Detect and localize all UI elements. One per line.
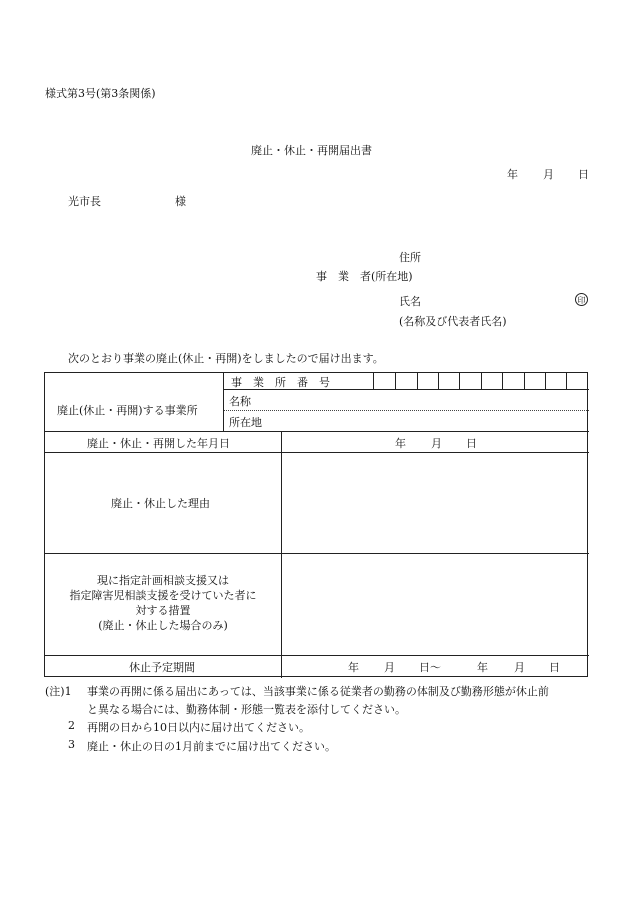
date-row-day: 日	[466, 437, 477, 450]
measures-label	[45, 573, 281, 633]
addressee-city: 光市長	[68, 195, 101, 208]
business-number-label: 事 業 所 番 号	[231, 376, 330, 389]
name-label: 氏名	[399, 295, 421, 308]
date-month-label: 月	[543, 168, 554, 181]
document-title: 廃止・休止・再開届出書	[251, 144, 372, 157]
note-1-prefix: (注)1	[45, 685, 72, 698]
intro-text: 次のとおり事業の廃止(休止・再開)をしましたので届け出ます。	[68, 352, 384, 365]
measures-line-1: 現に指定計画相談支援又は	[97, 574, 229, 587]
form-number: 様式第3号(第3条関係)	[45, 87, 156, 100]
addressee-suffix: 様	[175, 195, 186, 208]
date-day-label: 日	[578, 168, 589, 181]
office-name-label: 名称	[229, 395, 251, 408]
period-from-year: 年	[348, 661, 359, 674]
reason-label: 廃止・休止した理由	[111, 497, 210, 510]
address-label: 住所	[399, 251, 421, 264]
period-to-month: 月	[514, 661, 525, 674]
reason-field[interactable]	[285, 457, 585, 549]
note-2-text: 再開の日から10日以内に届け出てください。	[87, 721, 310, 734]
measures-field[interactable]	[285, 558, 585, 650]
date-row-year: 年	[395, 437, 406, 450]
name-note: (名称及び代表者氏名)	[399, 315, 507, 328]
measures-line-3: 対する措置	[135, 604, 191, 617]
period-to-year: 年	[477, 661, 488, 674]
date-row-month: 月	[431, 437, 442, 450]
note-1-line-1: 事業の再開に係る届出にあっては、当該事業に係る従業者の勤務の体制及び勤務形態が休止前	[87, 685, 549, 698]
office-location-label: 所在地	[229, 416, 262, 429]
date-year-label: 年	[507, 168, 518, 181]
business-operator-label: 事 業 者(所在地)	[316, 270, 413, 283]
period-from-month: 月	[384, 661, 395, 674]
note-3-number: 3	[68, 738, 75, 751]
date-row-label: 廃止・休止・再開した年月日	[87, 437, 230, 450]
measures-line-4: (廃止・休止した場合のみ)	[98, 619, 228, 632]
note-1-line-2: と異なる場合には、勤務体制・形態一覧表を添付してください。	[87, 703, 406, 716]
business-office-label: 廃止(休止・再開)する事業所	[57, 404, 198, 417]
measures-line-2: 指定障害児相談支援を受けていた者に	[69, 589, 257, 602]
period-to-day: 日	[549, 661, 560, 674]
period-label: 休止予定期間	[129, 661, 195, 674]
note-2-number: 2	[68, 719, 75, 732]
notification-table	[44, 372, 588, 677]
note-3-text: 廃止・休止の日の1月前までに届け出てください。	[87, 740, 336, 753]
period-from-day: 日〜	[419, 661, 441, 674]
seal-icon: 印	[575, 293, 588, 306]
